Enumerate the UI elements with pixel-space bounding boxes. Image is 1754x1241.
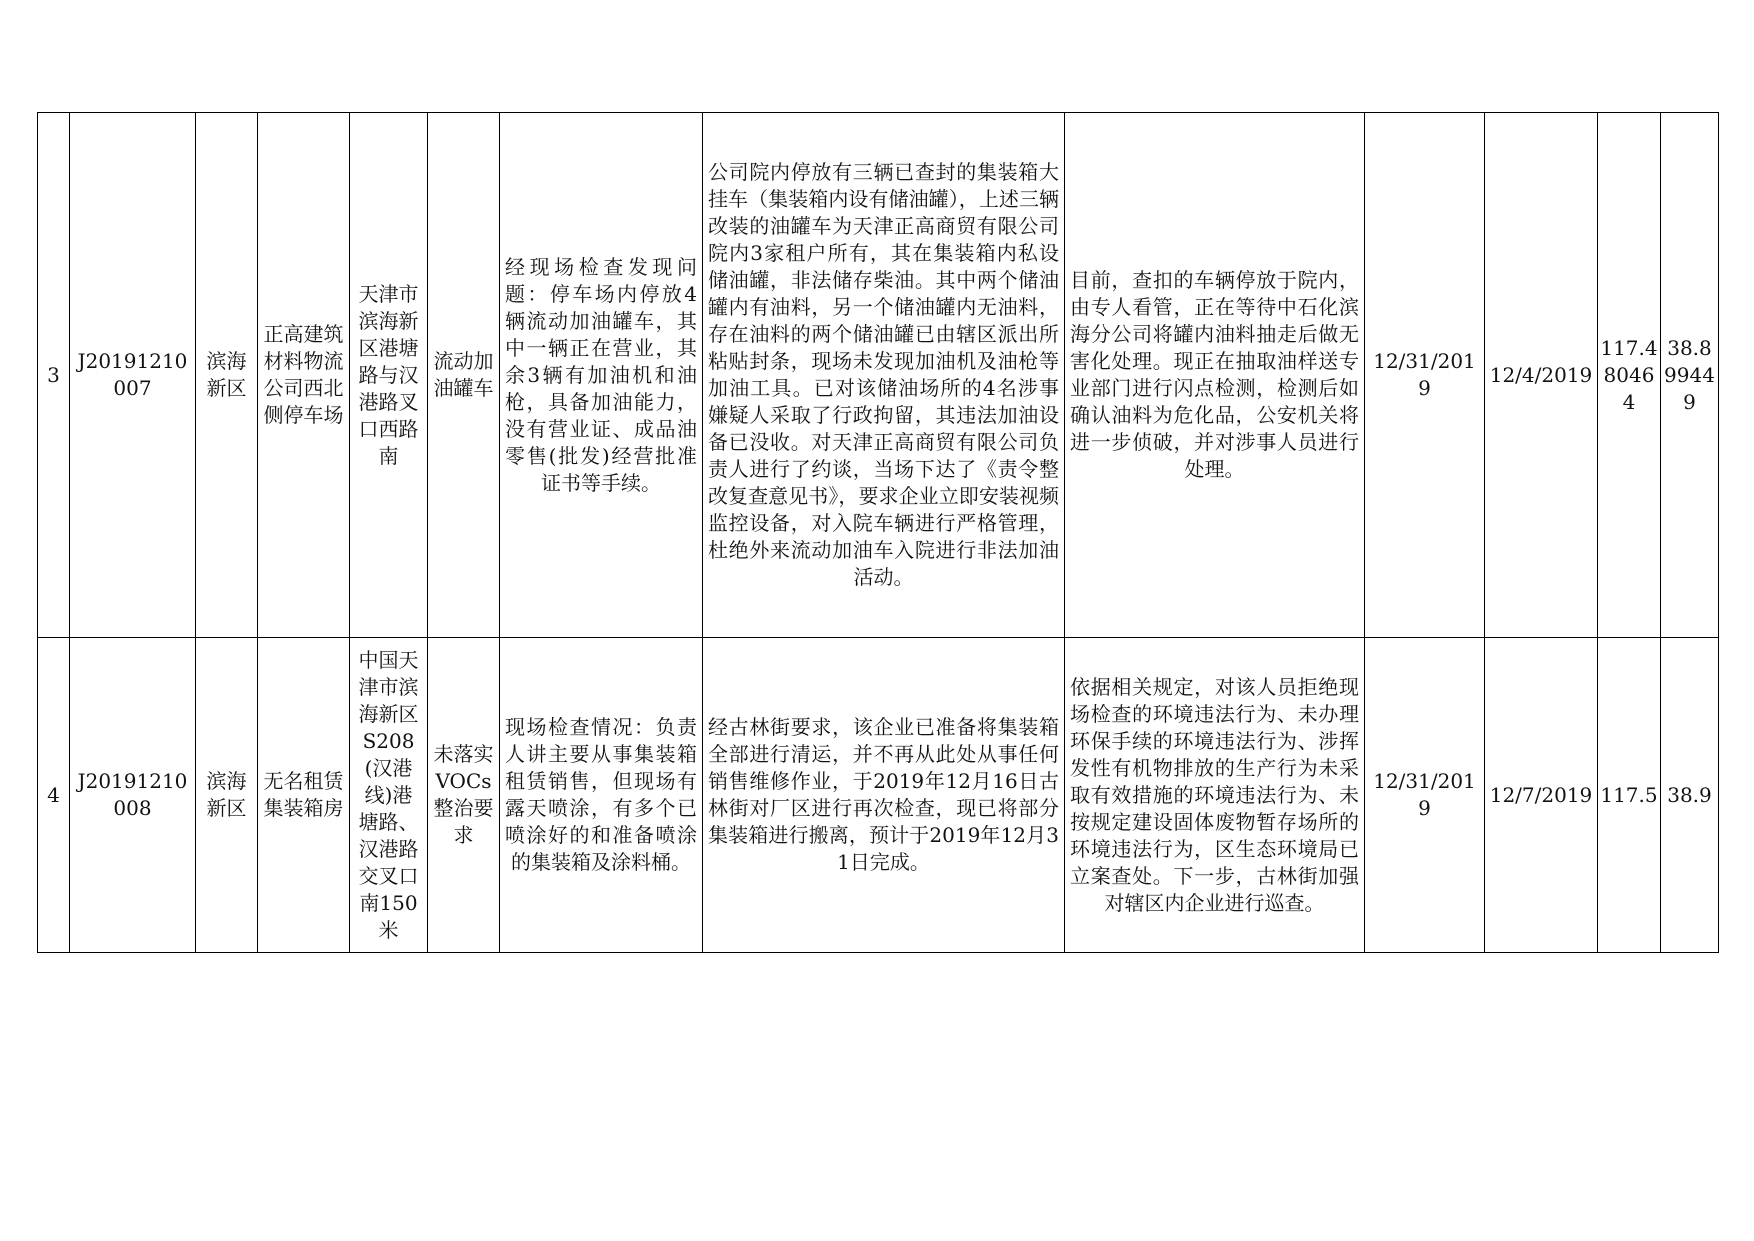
cell-date-check: 12/7/2019 — [1485, 638, 1598, 953]
cell-result: 依据相关规定，对该人员拒绝现场检查的环境违法行为、未办理环保手续的环境违法行为、涉挥发性有机物排放的生产行为未采取有效措施的环境违法行为、未按规定建设固体废物暂存场所的环境违法行为，区生态环境局已立案查处。下一步，古林街加强对辖区内企业进行巡查。 — [1065, 638, 1365, 953]
cell-latitude: 38.9 — [1661, 638, 1719, 953]
cell-issue-type: 流动加油罐车 — [428, 113, 500, 638]
cell-date-report: 12/31/2019 — [1365, 638, 1485, 953]
cell-result: 目前，查扣的车辆停放于院内，由专人看管，正在等待中石化滨海分公司将罐内油料抽走后做无害化处理。现正在抽取油样送专业部门进行闪点检测，检测后如确认油料为危化品，公安机关将进一步侦破，并对涉事人员进行处理。 — [1065, 113, 1365, 638]
cell-district: 滨海新区 — [196, 113, 258, 638]
cell-longitude: 117.5 — [1598, 638, 1661, 953]
table-row — [38, 638, 1719, 953]
cell-latitude: 38.899449 — [1661, 113, 1719, 638]
cell-district: 滨海新区 — [196, 638, 258, 953]
cell-site: 无名租赁集装箱房 — [258, 638, 350, 953]
table-row — [38, 113, 1719, 638]
cell-longitude: 117.480464 — [1598, 113, 1661, 638]
cell-finding: 现场检查情况：负责人讲主要从事集装箱租赁销售，但现场有露天喷涂，有多个已喷涂好的和准备喷涂的集装箱及涂料桶。 — [500, 638, 703, 953]
cell-address: 天津市滨海新区港塘路与汉港路叉口西路南 — [350, 113, 428, 638]
cell-date-report: 12/31/2019 — [1365, 113, 1485, 638]
cell-site: 正高建筑材料物流公司西北侧停车场 — [258, 113, 350, 638]
cell-issue-type: 未落实VOCs整治要求 — [428, 638, 500, 953]
case-table — [37, 112, 1719, 953]
cell-action: 经古林街要求，该企业已准备将集装箱全部进行清运，并不再从此处从事任何销售维修作业，于2019年12月16日古林街对厂区进行再次检查，现已将部分集装箱进行搬离，预计于2019年12月31日完成。 — [703, 638, 1065, 953]
cell-index: 4 — [38, 638, 70, 953]
cell-finding: 经现场检查发现问题：停车场内停放4辆流动加油罐车，其中一辆正在营业，其余3辆有加油机和油枪，具备加油能力，没有营业证、成品油零售(批发)经营批准证书等手续。 — [500, 113, 703, 638]
cell-action: 公司院内停放有三辆已查封的集装箱大挂车（集装箱内设有储油罐），上述三辆改装的油罐车为天津正高商贸有限公司院内3家租户所有，其在集装箱内私设储油罐，非法储存柴油。其中两个储油罐内有油料，另一个储油罐内无油料，存在油料的两个储油罐已由辖区派出所粘贴封条，现场未发现加油机及油枪等加油工具。已对该储油场所的4名涉事嫌疑人采取了行政拘留，其违法加油设备已没收。对天津正高商贸有限公司负责人进行了约谈，当场下达了《责令整改复查意见书》，要求企业立即安装视频监控设备，对入院车辆进行严格管理，杜绝外来流动加油车入院进行非法加油活动。 — [703, 113, 1065, 638]
cell-code: J20191210007 — [70, 113, 196, 638]
cell-date-check: 12/4/2019 — [1485, 113, 1598, 638]
cell-address: 中国天津市滨海新区S208(汉港线)港塘路、汉港路交叉口南150米 — [350, 638, 428, 953]
cell-index: 3 — [38, 113, 70, 638]
cell-code: J20191210008 — [70, 638, 196, 953]
